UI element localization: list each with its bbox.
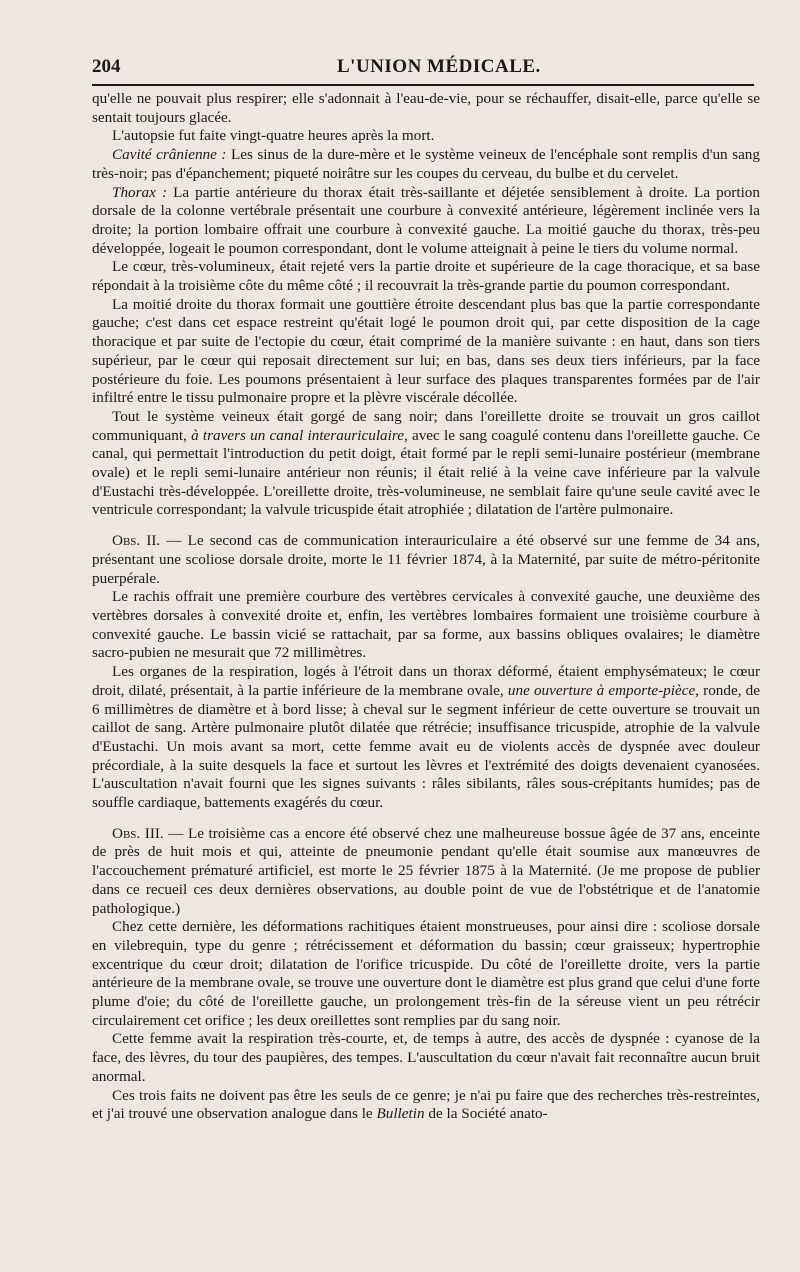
paragraph-cavite-cranienne <box>92 146 760 183</box>
paragraph-coeur <box>92 258 760 295</box>
paragraph-2 <box>92 127 760 146</box>
paragraph-rachis <box>92 588 760 663</box>
paragraph-text: ronde, de 6 millimètres de diamètre et à bord lisse; à cheval sur le segment inférieur de cette ouverture se trouvait un caillot de sang. Artère pulmonaire plutôt dilatée que rétrécie; insuffisance tricuspide, atrophie de la valvule d'Eustachi. Un mois avant sa mort, cette femme avait eu de violents accès de dyspnée avec douleur précordiale, à la suite desquels la face et surtout les lèvres et l'extrémité des doigts devenaient cyanosées. L'auscultation n'avait fourni que les signes suivants : râles sibilants, râles sous-crépitants humides; pas de souffle cardiaque, battements exagérés du cœur. <box>92 681 760 812</box>
paragraph-text: Le cœur, très-volumineux, était rejeté vers la partie droite et supérieure de la cage thoracique, et sa base répondait à la troisième côte du même côté ; il recouvrait la très-grande partie du poumon correspondant. <box>92 258 760 295</box>
paragraph-obs-3 <box>92 825 760 919</box>
paragraph-1 <box>92 90 760 127</box>
paragraph-thorax <box>92 184 760 259</box>
paragraph-moitie-droite <box>92 296 760 408</box>
paragraph-systeme-veineux <box>92 408 760 520</box>
paragraph-obs-2 <box>92 532 760 588</box>
paragraph-text: — Le second cas de communication interauriculaire a été observé sur une femme de 34 ans, présentant une scoliose dorsale droite, morte le 11 février 1874, à la Maternité, par suite de métro-péritonite puerpérale. <box>92 532 760 587</box>
paragraph-text: de la Société anato- <box>424 1105 548 1123</box>
paragraph-respiration <box>92 663 760 813</box>
emphasis-text: une ouverture à emporte-pièce, <box>507 681 699 699</box>
page-number: 204 <box>92 56 121 77</box>
paragraph-text: La partie antérieure du thorax était très-saillante et déjetée sensiblement à droite. La portion dorsale de la colonne vertébrale présentait une courbure à convexité antérieure, légèrement inclinée vers la droite; la portion lombaire offrait une courbure à convexité gauche. La moitié gauche du thorax, très-peu développée, logeait le poumon correspondant, dont le volume atteignait à peine le tiers du volume normal. <box>92 183 760 257</box>
paragraph-text: La moitié droite du thorax formait une gouttière étroite descendant plus bas que la partie correspondante gauche; c'est dans cet espace restreint qu'était logé le poumon droit qui, par cette disposition de la cage thoracique et par suite de l'ectopie du cœur, était comprimé de la manière suivante : en haut, dans son tiers supérieur, par le cœur qui reposait directement sur lui; en bas, dans ses deux tiers inférieurs, par la face postérieure du foie. Les poumons présentaient à leur surface des plaques transparentes formées par de l'air infiltré entre le tissu pulmonaire propre et la plèvre viscérale décollée. <box>92 295 760 407</box>
paragraph-text: L'autopsie fut faite vingt-quatre heures après la mort. <box>112 127 435 145</box>
paragraph-text: Ces trois faits ne doivent pas être les seuls de ce genre; je n'ai pu faire que des recherches très-restreintes, et j'ai trouvé une observation analogue dans le <box>92 1086 760 1123</box>
paragraph-text: avec le sang coagulé contenu dans l'oreillette gauche. Ce canal, qui permettait l'introduction du petit doigt, était formé par le repli semi-lunaire postérieur (membrane ovale) et le repli semi-lunaire antérieur non réunis; il était relié à la veine cave inférieure par la valvule d'Eustachi très-développée. L'oreillette droite, très-volumineuse, ne semblait faire qu'une seule cavité avec le ventricule correspondant; la valvule tricuspide était atrophiée ; dilatation de l'artère pulmonaire. <box>92 426 760 519</box>
paragraph-text: Les organes de la respiration, logés à l'étroit dans un thorax déformé, étaient emphysémateux; le cœur droit, dilaté, présentait, à la partie inférieure de la membrane ovale, <box>92 663 760 699</box>
section-lead: Thorax : <box>112 183 167 201</box>
running-title: L'UNION MÉDICALE. <box>337 56 541 77</box>
section-lead: Cavité crânienne : <box>112 146 227 164</box>
paragraph-trois-faits <box>92 1087 760 1124</box>
header-rule <box>92 84 754 86</box>
emphasis-text: Bulletin <box>376 1105 425 1123</box>
page-header <box>92 46 766 80</box>
paragraph-text: Chez cette dernière, les déformations rachitiques étaient monstrueuses, pour ainsi dire : scoliose dorsale en vilebrequin, type du genre ; rétrécissement et déformation du bassin; cœur graisseux; hypertrophie excentrique du cœur droit; dilatation de l'orifice tricuspide. Du côté de l'oreillette droite, vers la partie antérieure de la membrane ovale, se trouve une ouverture dont le diamètre est plus grand que celui d'une forte plume d'oie; du côté de l'oreillette gauche, un prolongement très-fin de la séreuse vient un peu rétrécir circulairement cet orifice ; les deux oreillettes sont remplies par du sang noir. <box>92 918 760 1029</box>
paragraph-respiration-courte <box>92 1030 760 1086</box>
paragraph-text: qu'elle ne pouvait plus respirer; elle s'adonnait à l'eau-de-vie, pour se réchauffer, disait-elle, parce qu'elle se sentait toujours glacée. <box>92 90 760 126</box>
paragraph-deformations <box>92 918 760 1030</box>
paragraph-text: Cette femme avait la respiration très-courte, et, de temps à autre, des accès de dyspnée : cyanose de la face, des lèvres, du tour des paupières, des tempes. L'auscultation du cœur n'avait fait reconnaître aucun bruit anormal. <box>92 1030 760 1085</box>
emphasis-text: à travers un canal interauriculaire, <box>191 426 408 444</box>
paragraph-text: Le rachis offrait une première courbure des vertèbres cervicales à convexité gauche, une deuxième des vertèbres dorsales à convexité droite et, enfin, les vertèbres lombaires formaient une troisième courbure à convexité gauche. Le bassin vicié se rattachait, par sa forme, aux bassins obliques ovalaires; le diamètre sacro-pubien ne mesurait que 72 millimètres. <box>92 588 760 662</box>
observation-label: Obs. II. <box>112 532 161 550</box>
paragraph-text: — Le troisième cas a encore été observé chez une malheureuse bossue âgée de 37 ans, enceinte de près de huit mois et qui, atteinte de pneumonie pendant qu'elle était soumise aux manœuvres de l'accouchement prématuré artificiel, est morte le 25 février 1875 à la Maternité. (Je me propose de publier dans ce recueil ces deux dernières observations, au double point de vue de l'obstétrique et de l'anatomie pathologique.) <box>92 824 760 917</box>
paragraph-text: Tout le système veineux était gorgé de sang noir; dans l'oreillette droite se trouvait un gros caillot communiquant, <box>92 407 760 444</box>
document-body <box>92 90 760 1124</box>
paragraph-text: Les sinus de la dure-mère et le système veineux de l'encéphale sont remplis d'un sang très-noir; pas d'épanchement; piqueté noirâtre sur les coupes du cerveau, du bulbe et du cervelet. <box>92 146 760 182</box>
observation-label: Obs. III. <box>112 824 164 842</box>
